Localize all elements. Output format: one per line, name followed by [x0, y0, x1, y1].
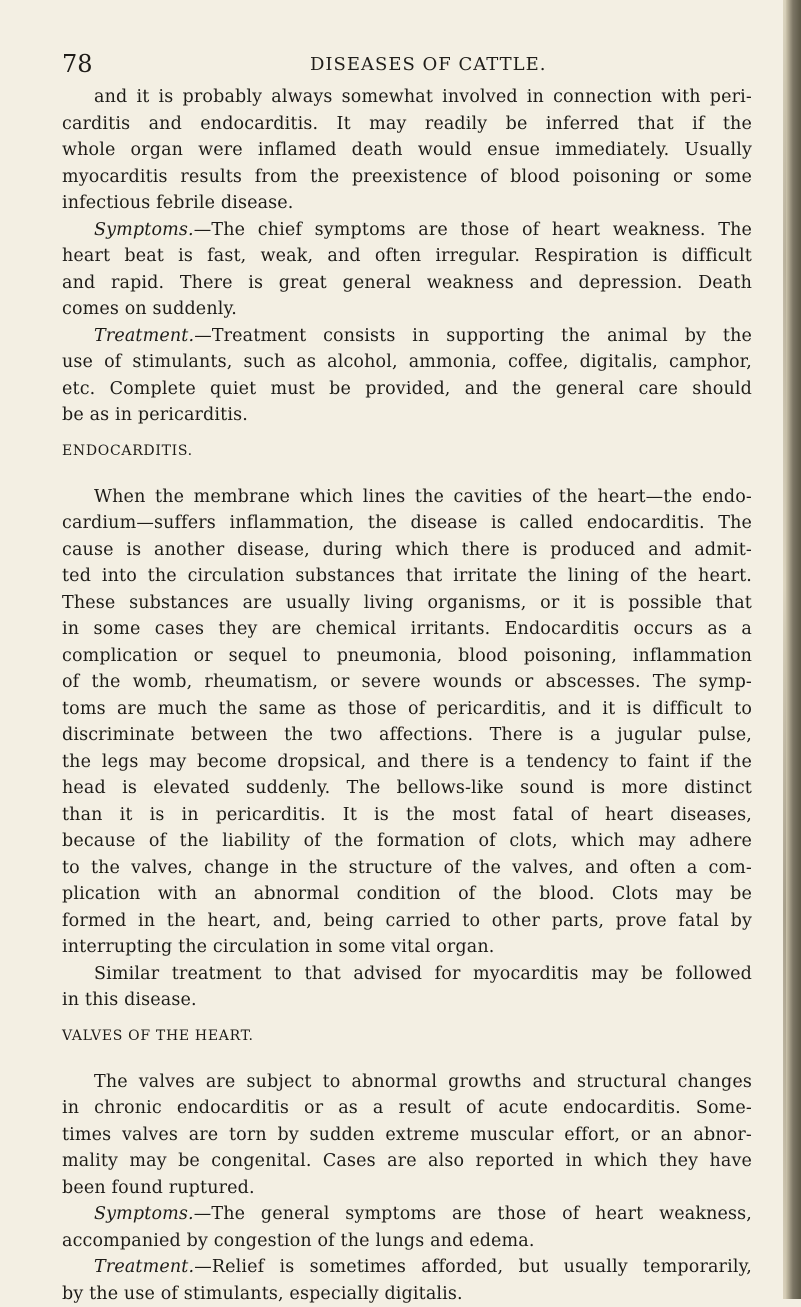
text-line: toms are much the same as those of pericarditis, and it is difficult to	[62, 696, 752, 723]
text-line: accompanied by congestion of the lungs and edema.	[62, 1228, 752, 1255]
paragraph	[62, 484, 752, 961]
italic-subheading: Symptoms.	[94, 1204, 194, 1224]
text-line: whole organ were inflamed death would ensue immediately. Usually	[62, 137, 752, 164]
paragraph	[62, 1254, 752, 1307]
text-line: infectious febrile disease.	[62, 190, 752, 217]
section-heading: VALVES OF THE HEART.	[62, 1026, 752, 1046]
text-line: mality may be congenital. Cases are also reported in which they have	[62, 1148, 752, 1175]
text-line: myocarditis results from the preexistence of blood poisoning or some	[62, 164, 752, 191]
text-line: and rapid. There is great general weakness and depression. Death	[62, 270, 752, 297]
text-line: carditis and endocarditis. It may readily be inferred that if the	[62, 111, 752, 138]
running-header	[62, 48, 752, 80]
text-line: and it is probably always somewhat involved in connection with peri-	[62, 84, 752, 111]
text-line: formed in the heart, and, being carried to other parts, prove fatal by	[62, 908, 752, 935]
text-line: cause is another disease, during which there is produced and admit-	[62, 537, 752, 564]
text-line: times valves are torn by sudden extreme muscular effort, or an abnor-	[62, 1122, 752, 1149]
text-line: of the womb, rheumatism, or severe wounds or abscesses. The symp-	[62, 669, 752, 696]
text-line: interrupting the circulation in some vital organ.	[62, 934, 752, 961]
page-number: 78	[62, 48, 93, 80]
running-title: DISEASES OF CATTLE.	[310, 51, 546, 79]
text-line: comes on suddenly.	[62, 296, 752, 323]
text-line: complication or sequel to pneumonia, blood poisoning, inflammation	[62, 643, 752, 670]
text-line: Symptoms.—The chief symptoms are those of heart weakness. The	[62, 217, 752, 244]
text-line: the legs may become dropsical, and there is a tendency to faint if the	[62, 749, 752, 776]
italic-subheading: Symptoms.	[94, 220, 194, 240]
text-line: Treatment.—Relief is sometimes afforded, but usually temporarily,	[62, 1254, 752, 1281]
text-line: Symptoms.—The general symptoms are those of heart weakness,	[62, 1201, 752, 1228]
text-line: by the use of stimulants, especially digitalis.	[62, 1281, 752, 1307]
text-line: cardium—suffers inflammation, the disease is called endocarditis. The	[62, 510, 752, 537]
paragraph	[62, 217, 752, 323]
text-line: ted into the circulation substances that irritate the lining of the heart.	[62, 563, 752, 590]
text-line: heart beat is fast, weak, and often irregular. Respiration is difficult	[62, 243, 752, 270]
text-line: because of the liability of the formation of clots, which may adhere	[62, 828, 752, 855]
text-line: plication with an abnormal condition of the blood. Clots may be	[62, 881, 752, 908]
paragraph	[62, 84, 752, 217]
text-line: The valves are subject to abnormal growths and structural changes	[62, 1069, 752, 1096]
text-line: in some cases they are chemical irritants. Endocarditis occurs as a	[62, 616, 752, 643]
text-line: These substances are usually living organisms, or it is possible that	[62, 590, 752, 617]
text-line: be as in pericarditis.	[62, 402, 752, 429]
text-line: head is elevated suddenly. The bellows-like sound is more distinct	[62, 775, 752, 802]
text-line: use of stimulants, such as alcohol, ammonia, coffee, digitalis, camphor,	[62, 349, 752, 376]
scan-edge-shadow	[783, 0, 801, 1299]
page-body-text	[62, 84, 752, 1307]
paragraph	[62, 1069, 752, 1202]
text-line: in chronic endocarditis or as a result of acute endocarditis. Some-	[62, 1095, 752, 1122]
italic-subheading: Treatment.	[94, 326, 194, 346]
paragraph	[62, 961, 752, 1014]
paragraph	[62, 323, 752, 429]
text-line: discriminate between the two affections. There is a jugular pulse,	[62, 722, 752, 749]
text-line: been found ruptured.	[62, 1175, 752, 1202]
text-line: than it is in pericarditis. It is the most fatal of heart diseases,	[62, 802, 752, 829]
italic-subheading: Treatment.	[94, 1257, 194, 1277]
section-heading: ENDOCARDITIS.	[62, 441, 752, 461]
text-line: in this disease.	[62, 987, 752, 1014]
text-line: Treatment.—Treatment consists in supporting the animal by the	[62, 323, 752, 350]
text-line: Similar treatment to that advised for myocarditis may be followed	[62, 961, 752, 988]
text-line: When the membrane which lines the cavities of the heart—the endo-	[62, 484, 752, 511]
paragraph	[62, 1201, 752, 1254]
text-line: to the valves, change in the structure of the valves, and often a com-	[62, 855, 752, 882]
text-line: etc. Complete quiet must be provided, and the general care should	[62, 376, 752, 403]
